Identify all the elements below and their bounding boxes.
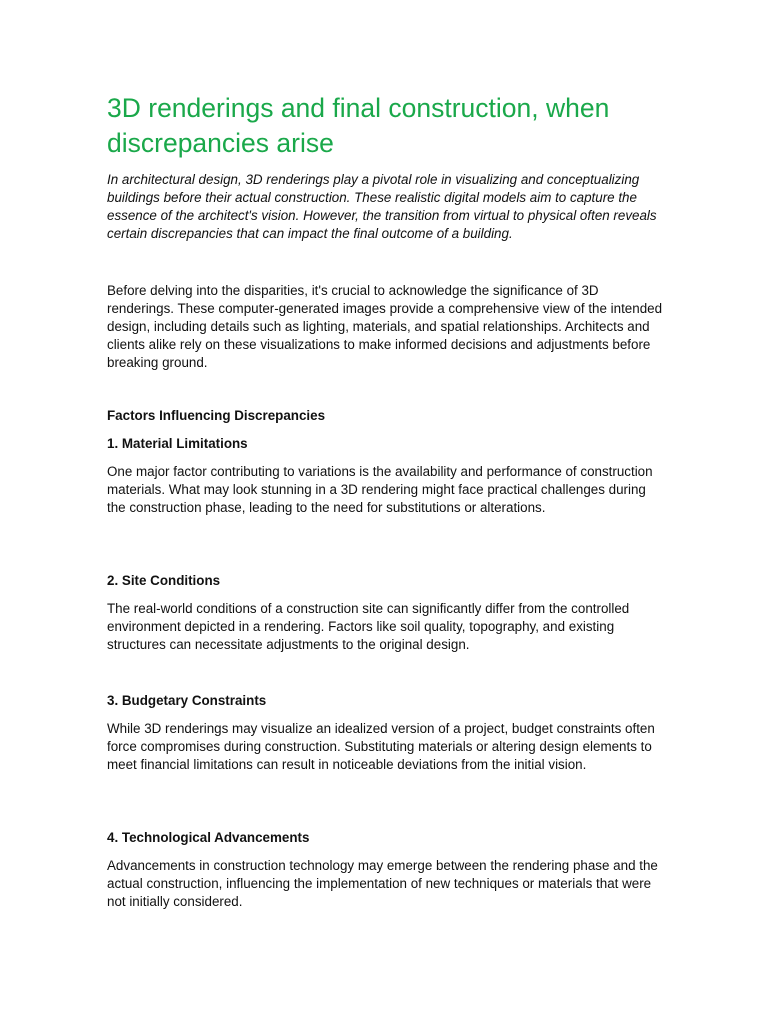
- intro-paragraph: In architectural design, 3D renderings play a pivotal role in visualizing and conceptualizing buildings before their actual construction. These realistic digital models aim to capture the essence of the architect's vision. However, the transition from virtual to physical often reveals certain discrepancies that can impact the final outcome of a building.: [107, 172, 657, 241]
- section-body-technology: Advancements in construction technology may emerge between the rendering phase and the actual construction, influencing the implementation of new techniques or materials that were not initially considered.: [107, 858, 658, 909]
- section-body-material: One major factor contributing to variations is the availability and performance of construction materials. What may look stunning in a 3D rendering might face practical challenges during the construction phase, leading to the need for substitutions or alterations.: [107, 464, 653, 515]
- section-body-budget: While 3D renderings may visualize an idealized version of a project, budget constraints often force compromises during construction. Substituting materials or altering design elements to meet financial limitations can result in noticeable deviations from the initial vision.: [107, 721, 655, 772]
- section-heading-site: 2. Site Conditions: [107, 573, 221, 588]
- page-title: 3D renderings and final construction, when discrepancies arise: [107, 93, 610, 158]
- section-heading-material: 1. Material Limitations: [107, 436, 248, 451]
- section-heading-technology: 4. Technological Advancements: [107, 830, 310, 845]
- factors-heading: Factors Influencing Discrepancies: [107, 408, 326, 423]
- section-heading-budget: 3. Budgetary Constraints: [107, 693, 267, 708]
- section-body-site: The real-world conditions of a construction site can significantly differ from the controlled environment depicted in a rendering. Factors like soil quality, topography, and existing structures can necessitate adjustments to the original design.: [107, 601, 630, 652]
- overview-paragraph: Before delving into the disparities, it's crucial to acknowledge the significance of 3D renderings. These computer-generated images provide a comprehensive view of the intended design, including details such as lighting, materials, and spatial relationships. Architects and clients alike rely on these visualizations to make informed decisions and adjustments before breaking ground.: [107, 283, 663, 370]
